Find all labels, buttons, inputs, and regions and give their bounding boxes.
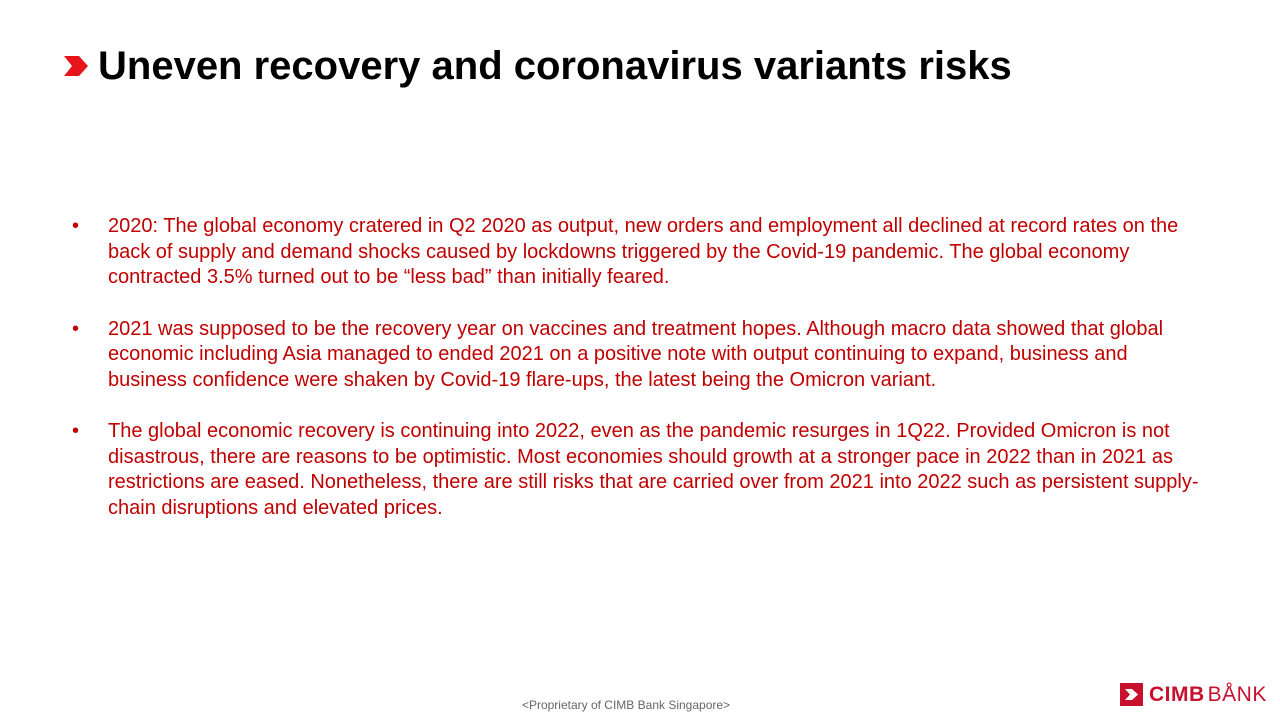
cimb-logo-mark-icon bbox=[1120, 683, 1143, 706]
logo-cimb-text: CIMB bbox=[1149, 683, 1205, 706]
bullet-marker: • bbox=[72, 317, 80, 340]
bullet-marker: • bbox=[72, 420, 80, 442]
bullet-item bbox=[72, 214, 1202, 291]
bullet-item bbox=[72, 419, 1202, 521]
chevron-right-icon bbox=[62, 52, 90, 80]
bullet-marker: • bbox=[72, 215, 80, 237]
bullet-text: 2021 was supposed to be the recovery year on vaccines and treatment hopes. Although macro data showed that global economic including Asia managed to ended 2021 on a positive note with output continuing to expand, business and business confidence were shaken by Covid-19 flare-ups, the latest being the Omicron variant. bbox=[108, 317, 1164, 391]
cimb-bank-logo bbox=[1120, 683, 1267, 706]
page-title: Uneven recovery and coronavirus variants risks bbox=[98, 44, 1012, 88]
footer-text: <Proprietary of CIMB Bank Singapore> bbox=[521, 698, 731, 712]
bullet-list bbox=[72, 214, 1202, 547]
bullet-text: 2020: The global economy cratered in Q2 2020 as output, new orders and employment all declined at record rates on the back of supply and demand shocks caused by lockdowns triggered by the Covid-19 pandemic. The global economy contracted 3.5% turned out to be “less bad” than initially feared. bbox=[108, 215, 1179, 288]
bullet-text: The global economic recovery is continuing into 2022, even as the pandemic resurges in 1Q22. Provided Omicron is not disastrous, there are reasons to be optimistic. Most economies should growth at a stronger pace in 2022 than in 2021 as restrictions are eased. Nonetheless, there are still risks that are carried over from 2021 into 2022 such as persistent supply-chain disruptions and elevated prices. bbox=[108, 420, 1199, 519]
bullet-item bbox=[72, 317, 1202, 394]
title-row bbox=[62, 42, 1012, 90]
logo-bank-text: BÅNK bbox=[1207, 683, 1267, 706]
